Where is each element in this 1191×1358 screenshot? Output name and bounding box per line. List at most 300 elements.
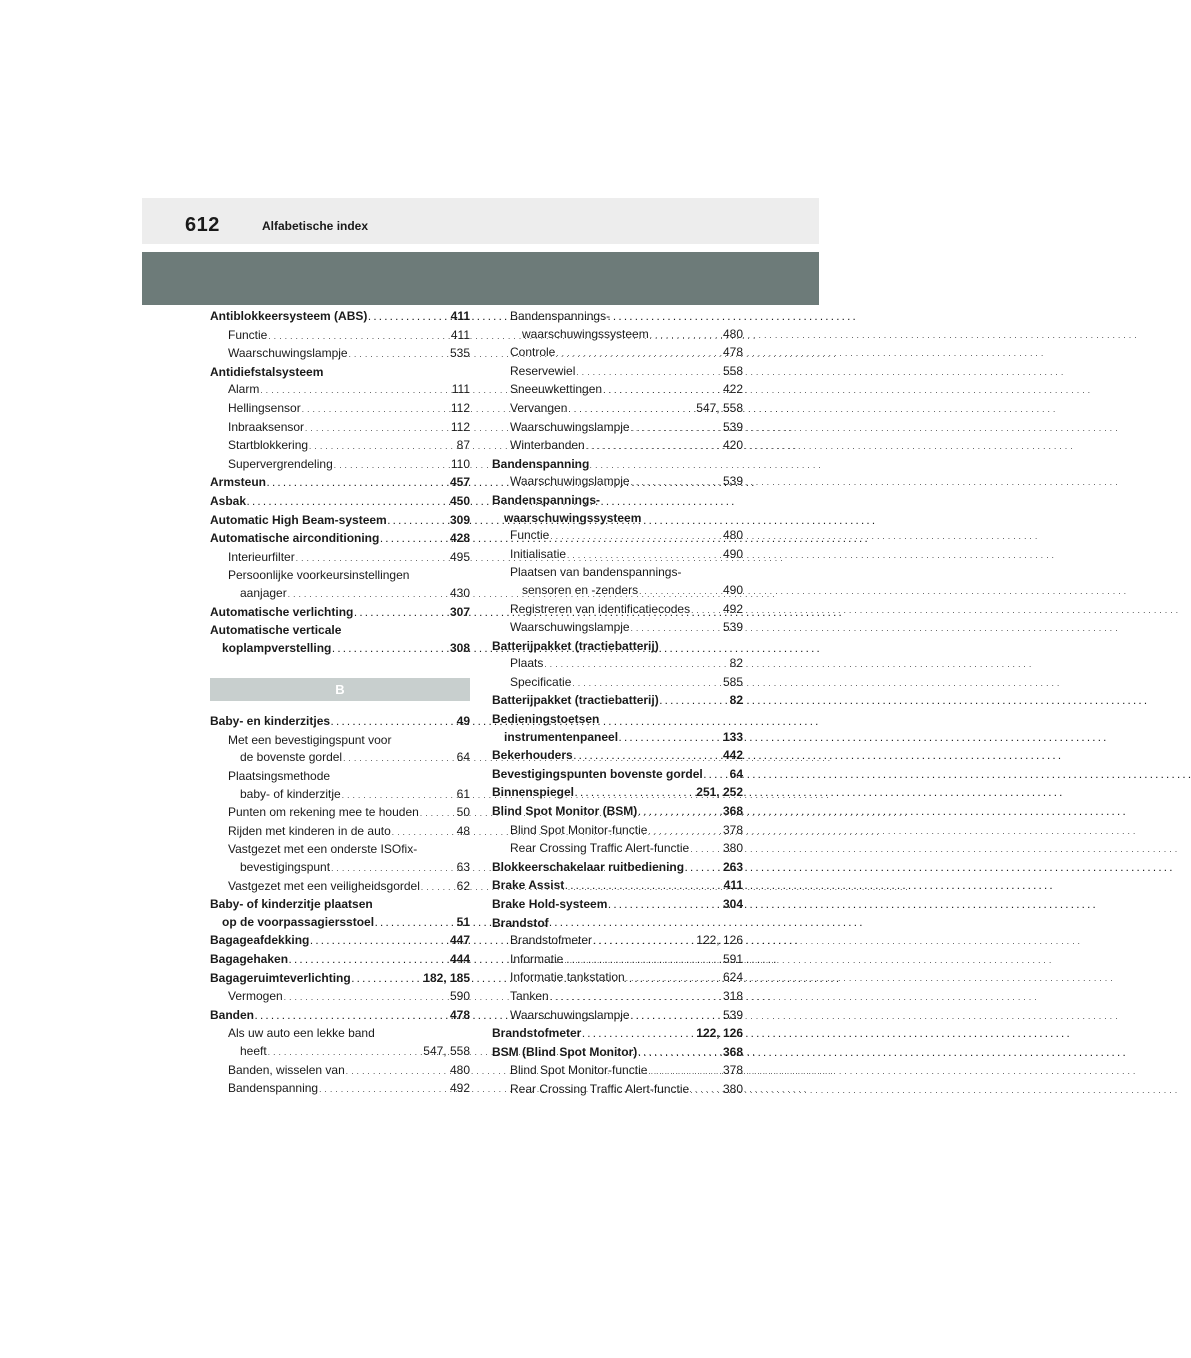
entry-row bbox=[210, 512, 470, 531]
index-subentry bbox=[492, 988, 743, 1007]
entry-term: Batterijpakket (tractiebatterij) bbox=[492, 693, 659, 708]
dot-leader bbox=[331, 714, 456, 732]
dot-leader bbox=[388, 513, 449, 531]
entry-term: Initialisatie bbox=[510, 546, 567, 561]
entry-term: Waarschuwingslampje bbox=[510, 419, 630, 434]
index-subentry bbox=[210, 1062, 470, 1081]
page-reference: 61 bbox=[456, 786, 470, 801]
dot-leader bbox=[331, 860, 456, 878]
page-reference: 51 bbox=[456, 914, 470, 929]
page-reference: 368 bbox=[722, 804, 743, 819]
index-subentry bbox=[210, 804, 470, 823]
index-entry bbox=[210, 604, 470, 623]
entry-term: Batterijpakket (tractiebatterij) bbox=[492, 638, 659, 653]
entry-row bbox=[510, 344, 743, 363]
dot-leader bbox=[368, 309, 449, 327]
entry-term: BSM (Blind Spot Monitor) bbox=[492, 1044, 638, 1059]
entry-row bbox=[510, 619, 743, 638]
dot-leader bbox=[631, 1008, 722, 1026]
dot-leader bbox=[247, 494, 449, 512]
dot-leader bbox=[648, 1063, 722, 1081]
entry-row bbox=[492, 729, 743, 748]
entry-row bbox=[228, 1043, 470, 1062]
index-subentry bbox=[492, 674, 743, 693]
page-reference: 495 bbox=[449, 549, 470, 564]
entry-row bbox=[210, 713, 470, 732]
entry-row bbox=[510, 1081, 743, 1100]
entry-term: Bekerhouders bbox=[492, 748, 573, 763]
index-subentry bbox=[492, 419, 743, 438]
header-band bbox=[142, 198, 819, 244]
entry-row bbox=[228, 1080, 470, 1099]
index-entry bbox=[492, 859, 743, 878]
dot-leader bbox=[284, 989, 449, 1007]
entry-term: Plaats bbox=[510, 656, 544, 671]
dot-leader bbox=[631, 420, 722, 438]
entry-row bbox=[210, 530, 470, 549]
dot-leader bbox=[631, 620, 722, 638]
entry-term: Banden bbox=[210, 1007, 255, 1022]
entry-row bbox=[228, 381, 470, 400]
entry-term: Bagageruimteverlichting bbox=[210, 970, 351, 985]
entry-term: Blind Spot Monitor (BSM) bbox=[492, 804, 638, 819]
index-column-right bbox=[492, 308, 743, 1100]
entry-row bbox=[492, 784, 743, 803]
index-subentry bbox=[210, 327, 470, 346]
entry-row bbox=[510, 951, 743, 970]
dot-leader bbox=[690, 1082, 722, 1100]
page-reference: 263 bbox=[722, 859, 743, 874]
entry-term: Waarschuwingslampje bbox=[510, 1007, 630, 1022]
index-subentry bbox=[492, 951, 743, 970]
entry-row bbox=[492, 859, 743, 878]
index-group-b-continued bbox=[492, 308, 743, 1100]
entry-term: Blind Spot Monitor-functie bbox=[510, 1063, 648, 1078]
entry-row bbox=[228, 585, 470, 604]
dot-leader bbox=[319, 1081, 449, 1099]
entry-row bbox=[228, 419, 470, 438]
dot-leader bbox=[255, 1008, 449, 1026]
entry-row bbox=[228, 345, 470, 364]
entry-term: Brandstof bbox=[492, 915, 549, 930]
dot-leader bbox=[593, 933, 695, 951]
index-entry bbox=[210, 1007, 470, 1026]
dot-leader bbox=[380, 531, 449, 549]
page-reference: 251, 252 bbox=[696, 785, 743, 800]
page-reference: 450 bbox=[449, 493, 470, 508]
index-entry bbox=[210, 474, 470, 493]
entry-term: Bagagehaken bbox=[210, 952, 289, 966]
dot-leader bbox=[310, 933, 449, 951]
index-subentry bbox=[492, 1007, 743, 1026]
dot-leader bbox=[309, 438, 456, 456]
dot-leader bbox=[631, 474, 722, 492]
entry-row bbox=[510, 840, 743, 859]
entry-term: Rear Crossing Traffic Alert-functie bbox=[510, 1081, 690, 1096]
entry-row bbox=[510, 969, 743, 988]
entry-row bbox=[510, 1007, 743, 1026]
dot-leader bbox=[568, 401, 695, 419]
page-reference: 304 bbox=[722, 897, 743, 911]
entry-row bbox=[492, 638, 743, 656]
entry-row bbox=[492, 1044, 743, 1063]
index-subentry bbox=[492, 619, 743, 638]
index-subentry bbox=[210, 567, 470, 603]
dot-leader bbox=[685, 860, 722, 878]
page-reference: 490 bbox=[722, 582, 743, 597]
dot-leader bbox=[556, 345, 722, 363]
dot-leader bbox=[704, 767, 729, 785]
entry-term: Punten om rekening mee te houden bbox=[228, 805, 419, 820]
section-banner bbox=[142, 252, 819, 305]
page-reference: 539 bbox=[722, 620, 743, 635]
entry-term: sensoren en -zenders bbox=[522, 582, 639, 597]
page-reference: 411 bbox=[450, 309, 470, 323]
entry-term: Bandenspanning bbox=[228, 1081, 319, 1096]
dot-leader bbox=[392, 824, 456, 842]
index-entry bbox=[210, 364, 470, 382]
entry-row bbox=[510, 674, 743, 693]
page-reference: 82 bbox=[729, 693, 743, 708]
entry-row bbox=[228, 823, 470, 842]
entry-row bbox=[492, 510, 743, 528]
page-reference: 480 bbox=[722, 326, 743, 341]
dot-leader bbox=[332, 641, 449, 659]
page-reference: 112 bbox=[450, 419, 470, 434]
entry-term: Bevestigingspunten bovenste gordel bbox=[492, 766, 703, 781]
entry-text-line: Plaatsingsmethode bbox=[228, 769, 331, 784]
index-entry bbox=[210, 308, 470, 327]
entry-row bbox=[510, 381, 743, 400]
page-reference: 535 bbox=[449, 346, 470, 361]
index-subentry bbox=[492, 546, 743, 565]
page-reference: 444 bbox=[449, 952, 470, 966]
index-entry bbox=[492, 896, 743, 915]
dot-leader bbox=[565, 878, 722, 896]
entry-term: op de voorpassagiersstoel bbox=[222, 914, 375, 929]
index-subentry bbox=[210, 381, 470, 400]
entry-row bbox=[228, 878, 470, 897]
index-subentry bbox=[210, 768, 470, 804]
page-reference: 480 bbox=[722, 528, 743, 543]
entry-row bbox=[510, 988, 743, 1007]
entry-term: Inbraaksensor bbox=[228, 419, 305, 434]
page-reference: 378 bbox=[722, 822, 743, 837]
section-letter-b: B bbox=[210, 678, 470, 701]
entry-term: Sneeuwkettingen bbox=[510, 382, 603, 397]
index-subentry bbox=[210, 732, 470, 768]
page-reference: 122, 126 bbox=[696, 933, 743, 948]
index-entry bbox=[210, 493, 470, 512]
dot-leader bbox=[586, 438, 722, 456]
page-reference: 50 bbox=[456, 805, 470, 820]
dot-leader bbox=[691, 602, 722, 620]
entry-text-line: Baby- of kinderzitje plaatsen bbox=[210, 897, 373, 912]
entry-term: Binnenspiegel bbox=[492, 785, 575, 800]
entry-term: Supervergrendeling bbox=[228, 456, 333, 471]
entry-row bbox=[510, 822, 743, 841]
index-subentry bbox=[210, 878, 470, 897]
entry-text-line: Als uw auto een lekke band bbox=[228, 1026, 375, 1041]
entry-term: heeft bbox=[240, 1043, 267, 1058]
entry-term: aanjager bbox=[240, 585, 287, 600]
page-reference: 63 bbox=[456, 860, 470, 875]
index-subentry bbox=[210, 988, 470, 1007]
dot-leader bbox=[305, 420, 450, 438]
entry-term: instrumentenpaneel bbox=[504, 729, 619, 744]
dot-leader bbox=[296, 550, 449, 568]
entry-row bbox=[228, 1062, 470, 1081]
entry-row bbox=[492, 915, 743, 933]
entry-term: Hellingsensor bbox=[228, 400, 301, 415]
page-reference: 368 bbox=[722, 1044, 743, 1059]
entry-term: Bagageafdekking bbox=[210, 933, 310, 948]
index-entry bbox=[492, 692, 743, 711]
page-reference: 420 bbox=[722, 438, 743, 453]
index-subentry bbox=[210, 823, 470, 842]
dot-leader bbox=[544, 656, 728, 674]
index-entry bbox=[492, 492, 743, 527]
dot-leader bbox=[267, 475, 449, 493]
index-subentry bbox=[492, 344, 743, 363]
entry-term: Registreren van identificatiecodes bbox=[510, 601, 691, 616]
dot-leader bbox=[690, 841, 722, 859]
index-subentry bbox=[492, 1081, 743, 1100]
index-entry bbox=[492, 1044, 743, 1063]
entry-row bbox=[510, 582, 743, 601]
index-subentry bbox=[210, 1025, 470, 1061]
entry-row bbox=[228, 988, 470, 1007]
page-reference: 82 bbox=[729, 656, 743, 671]
index-entry bbox=[492, 784, 743, 803]
index-subentry bbox=[492, 363, 743, 382]
entry-row bbox=[228, 437, 470, 456]
page-reference: 62 bbox=[456, 878, 470, 893]
index-entry bbox=[492, 638, 743, 656]
index-entry bbox=[492, 1025, 743, 1044]
page-reference: 547, 558 bbox=[696, 400, 743, 415]
index-subentry bbox=[210, 549, 470, 568]
entry-term: Vastgezet met een veiligheidsgordel bbox=[228, 878, 420, 893]
dot-leader bbox=[268, 1044, 423, 1062]
index-entry bbox=[492, 747, 743, 766]
entry-text-line: Persoonlijke voorkeursinstellingen bbox=[228, 568, 410, 583]
entry-row bbox=[228, 400, 470, 419]
page-reference: 539 bbox=[722, 419, 743, 434]
page-reference: 558 bbox=[722, 363, 743, 378]
entry-term: bevestigingspunt bbox=[240, 860, 331, 875]
entry-row bbox=[210, 364, 470, 382]
index-entry bbox=[210, 896, 470, 932]
entry-row bbox=[510, 419, 743, 438]
page-reference: 182, 185 bbox=[423, 970, 470, 985]
page-reference: 48 bbox=[456, 823, 470, 838]
index-subentry bbox=[492, 601, 743, 620]
page-reference: 539 bbox=[722, 1007, 743, 1022]
entry-term: Baby- en kinderzitjes bbox=[210, 714, 331, 729]
index-entry bbox=[492, 766, 743, 785]
entry-term: Waarschuwingslampje bbox=[510, 620, 630, 635]
index-entry bbox=[210, 530, 470, 549]
index-subentry bbox=[492, 308, 743, 344]
index-subentry bbox=[210, 1080, 470, 1099]
entry-term: Asbak bbox=[210, 493, 247, 508]
page-reference: 428 bbox=[449, 531, 470, 546]
index-subentry bbox=[210, 437, 470, 456]
entry-term: waarschuwingssysteem bbox=[504, 510, 642, 525]
dot-leader bbox=[302, 401, 450, 419]
entry-row bbox=[492, 896, 743, 915]
entry-row bbox=[492, 692, 743, 711]
index-entry bbox=[210, 932, 470, 951]
index-subentry bbox=[492, 840, 743, 859]
page-reference: 547, 558 bbox=[423, 1043, 470, 1058]
entry-term: Reservewiel bbox=[510, 363, 576, 378]
page-title: Alfabetische index bbox=[262, 219, 369, 233]
entry-row bbox=[510, 400, 743, 419]
index-entry bbox=[492, 877, 743, 896]
dot-leader bbox=[260, 382, 450, 400]
index-subentry bbox=[210, 419, 470, 438]
entry-row bbox=[228, 859, 470, 878]
dot-leader bbox=[346, 1063, 449, 1081]
dot-leader bbox=[603, 382, 722, 400]
entry-term: Informatie bbox=[510, 951, 564, 966]
index-subentry bbox=[210, 456, 470, 475]
entry-row bbox=[228, 786, 470, 805]
dot-leader bbox=[268, 328, 450, 346]
dot-leader bbox=[564, 952, 722, 970]
entry-term: Specificatie bbox=[510, 674, 572, 689]
index-subentry bbox=[492, 400, 743, 419]
entry-term: Brandstofmeter bbox=[510, 933, 593, 948]
index-column-left bbox=[210, 308, 470, 1099]
page-reference: 492 bbox=[449, 1081, 470, 1096]
page-reference: 591 bbox=[722, 951, 743, 966]
index-subentry bbox=[492, 564, 743, 600]
entry-row bbox=[228, 549, 470, 568]
entry-term: Informatie tankstation bbox=[510, 970, 625, 985]
page-reference: 478 bbox=[722, 345, 743, 360]
entry-row bbox=[510, 932, 743, 951]
entry-text-line: Automatische verticale bbox=[210, 623, 342, 638]
index-subentry bbox=[492, 437, 743, 456]
page-reference: 411 bbox=[450, 327, 470, 342]
entry-term: Banden, wisselen van bbox=[228, 1062, 345, 1077]
page-reference: 492 bbox=[722, 601, 743, 616]
page-reference: 87 bbox=[456, 438, 470, 453]
page-reference: 624 bbox=[722, 970, 743, 985]
dot-leader bbox=[420, 805, 456, 823]
index-entry bbox=[492, 803, 743, 822]
page-reference: 422 bbox=[722, 382, 743, 397]
entry-term: baby- of kinderzitje bbox=[240, 786, 341, 801]
entry-term: Blokkeerschakelaar ruitbediening bbox=[492, 859, 685, 874]
dot-leader bbox=[574, 748, 722, 766]
dot-leader bbox=[638, 1045, 722, 1063]
entry-term: Antiblokkeersysteem (ABS) bbox=[210, 309, 368, 323]
entry-row bbox=[492, 747, 743, 766]
index-subentry bbox=[210, 345, 470, 364]
page-reference: 478 bbox=[449, 1007, 470, 1022]
dot-leader bbox=[550, 989, 722, 1007]
entry-row bbox=[228, 327, 470, 346]
page-reference: 585 bbox=[722, 674, 743, 689]
entry-text-line: Plaatsen van bandenspannings- bbox=[510, 565, 682, 580]
entry-row bbox=[492, 1025, 743, 1044]
entry-text-line: Bandenspannings- bbox=[510, 309, 611, 323]
page-number: 612 bbox=[185, 214, 220, 236]
index-group-b bbox=[210, 713, 470, 1098]
entry-term: Brandstofmeter bbox=[492, 1026, 582, 1041]
index-subentry bbox=[210, 841, 470, 877]
entry-row bbox=[492, 803, 743, 822]
entry-term: Armsteun bbox=[210, 475, 267, 490]
entry-term: Waarschuwingslampje bbox=[510, 474, 630, 489]
entry-term: Brake Assist bbox=[492, 878, 565, 893]
page-reference: 110 bbox=[450, 456, 470, 471]
entry-row bbox=[510, 655, 743, 674]
entry-term: Vermogen bbox=[228, 989, 283, 1004]
entry-term: koplampverstelling bbox=[222, 640, 332, 655]
entry-term: Waarschuwingslampje bbox=[228, 346, 348, 361]
dot-leader bbox=[638, 804, 722, 822]
dot-leader bbox=[626, 970, 722, 988]
index-subentry bbox=[210, 400, 470, 419]
page-reference: 49 bbox=[456, 714, 470, 729]
entry-text-line: Bedieningstoetsen bbox=[492, 712, 600, 727]
entry-row bbox=[210, 308, 470, 327]
dot-leader bbox=[572, 675, 722, 693]
index-entry bbox=[210, 622, 470, 658]
dot-leader bbox=[639, 583, 722, 601]
entry-row bbox=[210, 951, 470, 970]
dot-leader bbox=[354, 605, 449, 623]
index-entry bbox=[210, 970, 470, 989]
entry-row bbox=[492, 456, 743, 474]
entry-row bbox=[510, 437, 743, 456]
dot-leader bbox=[650, 327, 722, 345]
page-reference: 539 bbox=[722, 474, 743, 489]
dot-leader bbox=[421, 879, 456, 897]
entry-term: Rijden met kinderen in de auto bbox=[228, 823, 391, 838]
entry-term: Bandenspanning bbox=[492, 456, 590, 471]
dot-leader bbox=[289, 952, 449, 970]
page-reference: 133 bbox=[722, 729, 743, 744]
page-reference: 411 bbox=[723, 878, 743, 893]
index-subentry bbox=[492, 932, 743, 951]
page-reference: 111 bbox=[451, 382, 470, 397]
entry-row bbox=[492, 877, 743, 896]
entry-text-line: Vastgezet met een onderste ISOfix- bbox=[228, 842, 418, 857]
entry-term: de bovenste gordel bbox=[240, 750, 343, 765]
page-reference: 64 bbox=[456, 750, 470, 765]
page-reference: 309 bbox=[449, 512, 470, 527]
entry-row bbox=[510, 1062, 743, 1081]
entry-term: Startblokkering bbox=[228, 438, 309, 453]
entry-text-line: Met een bevestigingspunt voor bbox=[228, 732, 392, 747]
page-reference: 430 bbox=[449, 585, 470, 600]
dot-leader bbox=[582, 1026, 695, 1044]
dot-leader bbox=[608, 897, 722, 915]
entry-row bbox=[210, 970, 470, 989]
page-reference: 318 bbox=[722, 988, 743, 1003]
index-subentry bbox=[492, 969, 743, 988]
entry-row bbox=[510, 527, 743, 546]
page-reference: 378 bbox=[722, 1063, 743, 1078]
index-entry bbox=[210, 951, 470, 970]
entry-text-line: Bandenspannings- bbox=[492, 492, 601, 507]
